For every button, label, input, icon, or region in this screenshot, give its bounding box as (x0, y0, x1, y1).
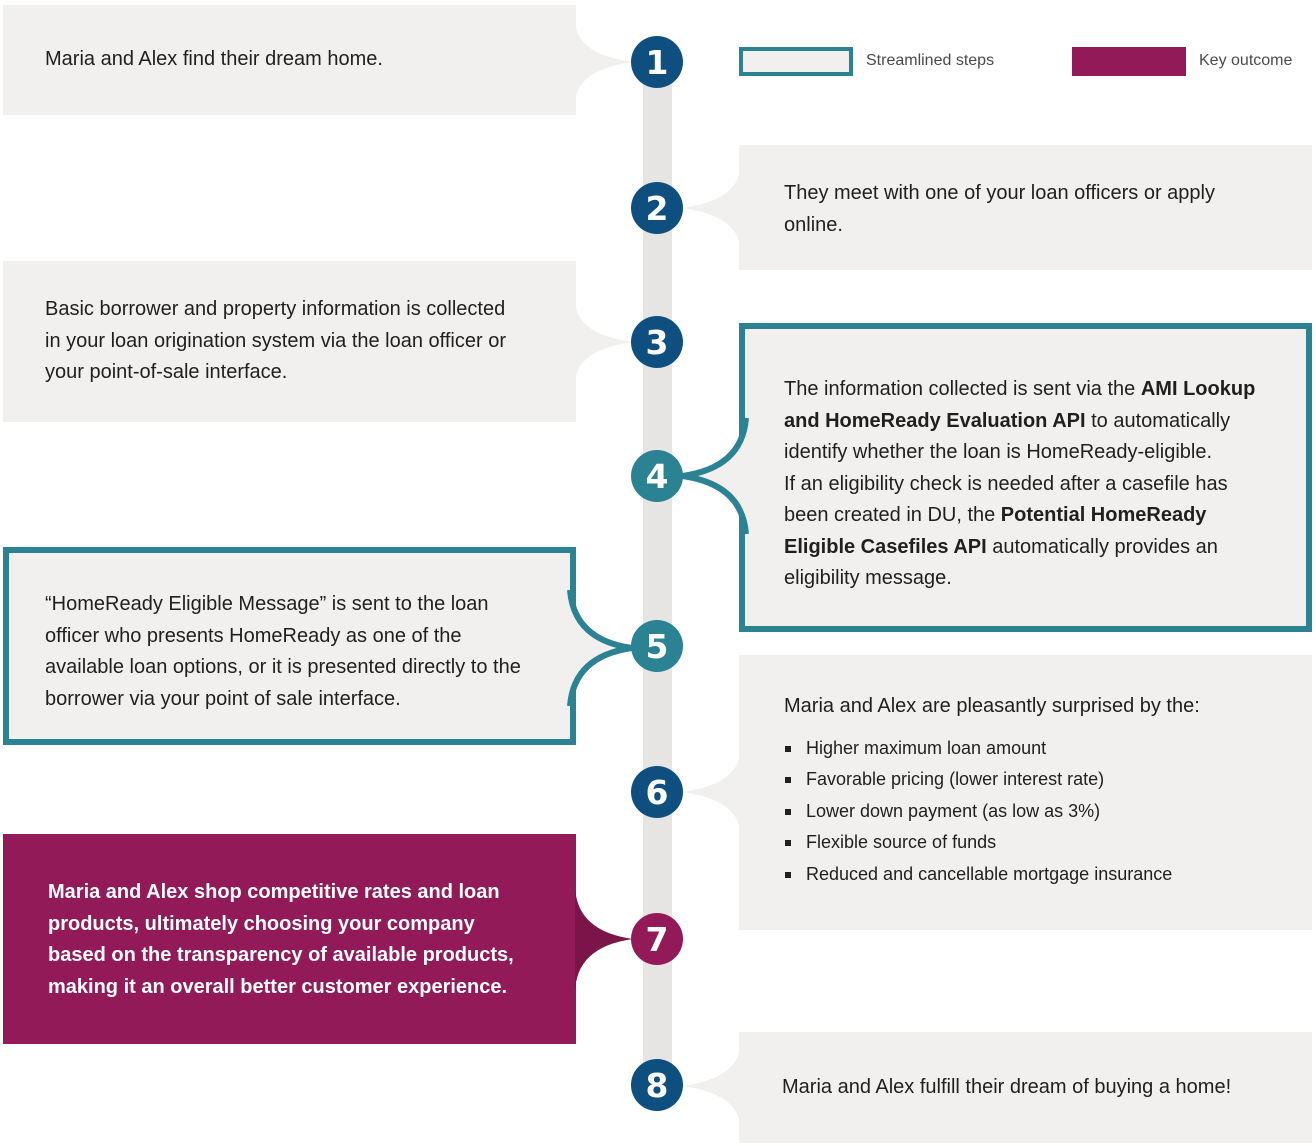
legend-label-key-outcome: Key outcome (1199, 52, 1293, 69)
step-2-text: They meet with one of your loan officers or apply online. (784, 182, 1215, 236)
step-5-number: 5 (631, 620, 683, 672)
step-2-box (739, 145, 1312, 270)
step-4-paragraph-2 (784, 469, 1274, 595)
step-1-connector (575, 20, 635, 104)
step-8-connector (680, 1044, 740, 1128)
step-4-text-1: The information collected is sent via the (784, 378, 1141, 400)
step-6-box (739, 655, 1312, 930)
step-7-connector (575, 884, 635, 994)
step-4-text-2: to automatically identify whether the loan is HomeReady-eligible. (784, 409, 1231, 463)
step-3-box (3, 261, 576, 422)
step-7-number: 7 (631, 913, 683, 965)
step-5-connector (568, 590, 634, 706)
list-item: Flexible source of funds (784, 827, 1284, 859)
step-6-connector (680, 750, 740, 834)
list-item: Favorable pricing (lower interest rate) (784, 764, 1284, 796)
step-1-text: Maria and Alex find their dream home. (45, 48, 383, 70)
step-4-connector (680, 418, 746, 534)
step-4-api-name-1: AMI Lookup and HomeReady Evaluation API (784, 378, 1256, 432)
step-4-paragraph-1 (784, 374, 1274, 469)
step-6-benefits-list (784, 733, 1284, 891)
step-7-text: Maria and Alex shop competitive rates and loan products, ultimately choosing your company based on the transparency of available products, making it an overall better customer experience. (48, 881, 514, 998)
legend-label-streamlined: Streamlined steps (866, 52, 995, 69)
list-item: Reduced and cancellable mortgage insurance (784, 859, 1284, 891)
step-4-api-name-2: Potential HomeReady Eligible Casefiles API (784, 504, 1207, 558)
step-4-box (739, 323, 1312, 632)
list-item: Lower down payment (as low as 3%) (784, 796, 1284, 828)
legend-swatch-key-outcome (1072, 47, 1186, 76)
step-2-number: 2 (631, 182, 683, 234)
step-6-number: 6 (631, 766, 683, 818)
step-1-number: 1 (631, 36, 683, 88)
step-3-text: Basic borrower and property information is collected in your loan origination system via the loan officer or your point-of-sale interface. (45, 298, 506, 383)
step-2-connector (680, 166, 740, 250)
step-6-intro: Maria and Alex are pleasantly surprised by the: (784, 695, 1200, 717)
step-7-box (3, 834, 576, 1044)
step-8-number: 8 (631, 1059, 683, 1111)
step-5-text: “HomeReady Eligible Message” is sent to the loan officer who presents HomeReady as one of the available loan options, or it is presented directly to the borrower via your point of sale interface. (45, 593, 521, 710)
step-4-text-4: automatically provides an eligibility message. (784, 535, 1218, 589)
step-4-text-3: If an eligibility check is needed after a casefile has been created in DU, the (784, 472, 1228, 526)
list-item: Higher maximum loan amount (784, 733, 1284, 765)
legend-swatch-streamlined (739, 47, 853, 76)
step-1-box (3, 5, 576, 115)
step-3-connector (575, 300, 635, 384)
step-8-text: Maria and Alex fulfill their dream of buying a home! (782, 1076, 1232, 1098)
step-4-number: 4 (631, 450, 683, 502)
step-5-box (3, 547, 576, 745)
step-8-box (739, 1032, 1312, 1143)
step-3-number: 3 (631, 316, 683, 368)
